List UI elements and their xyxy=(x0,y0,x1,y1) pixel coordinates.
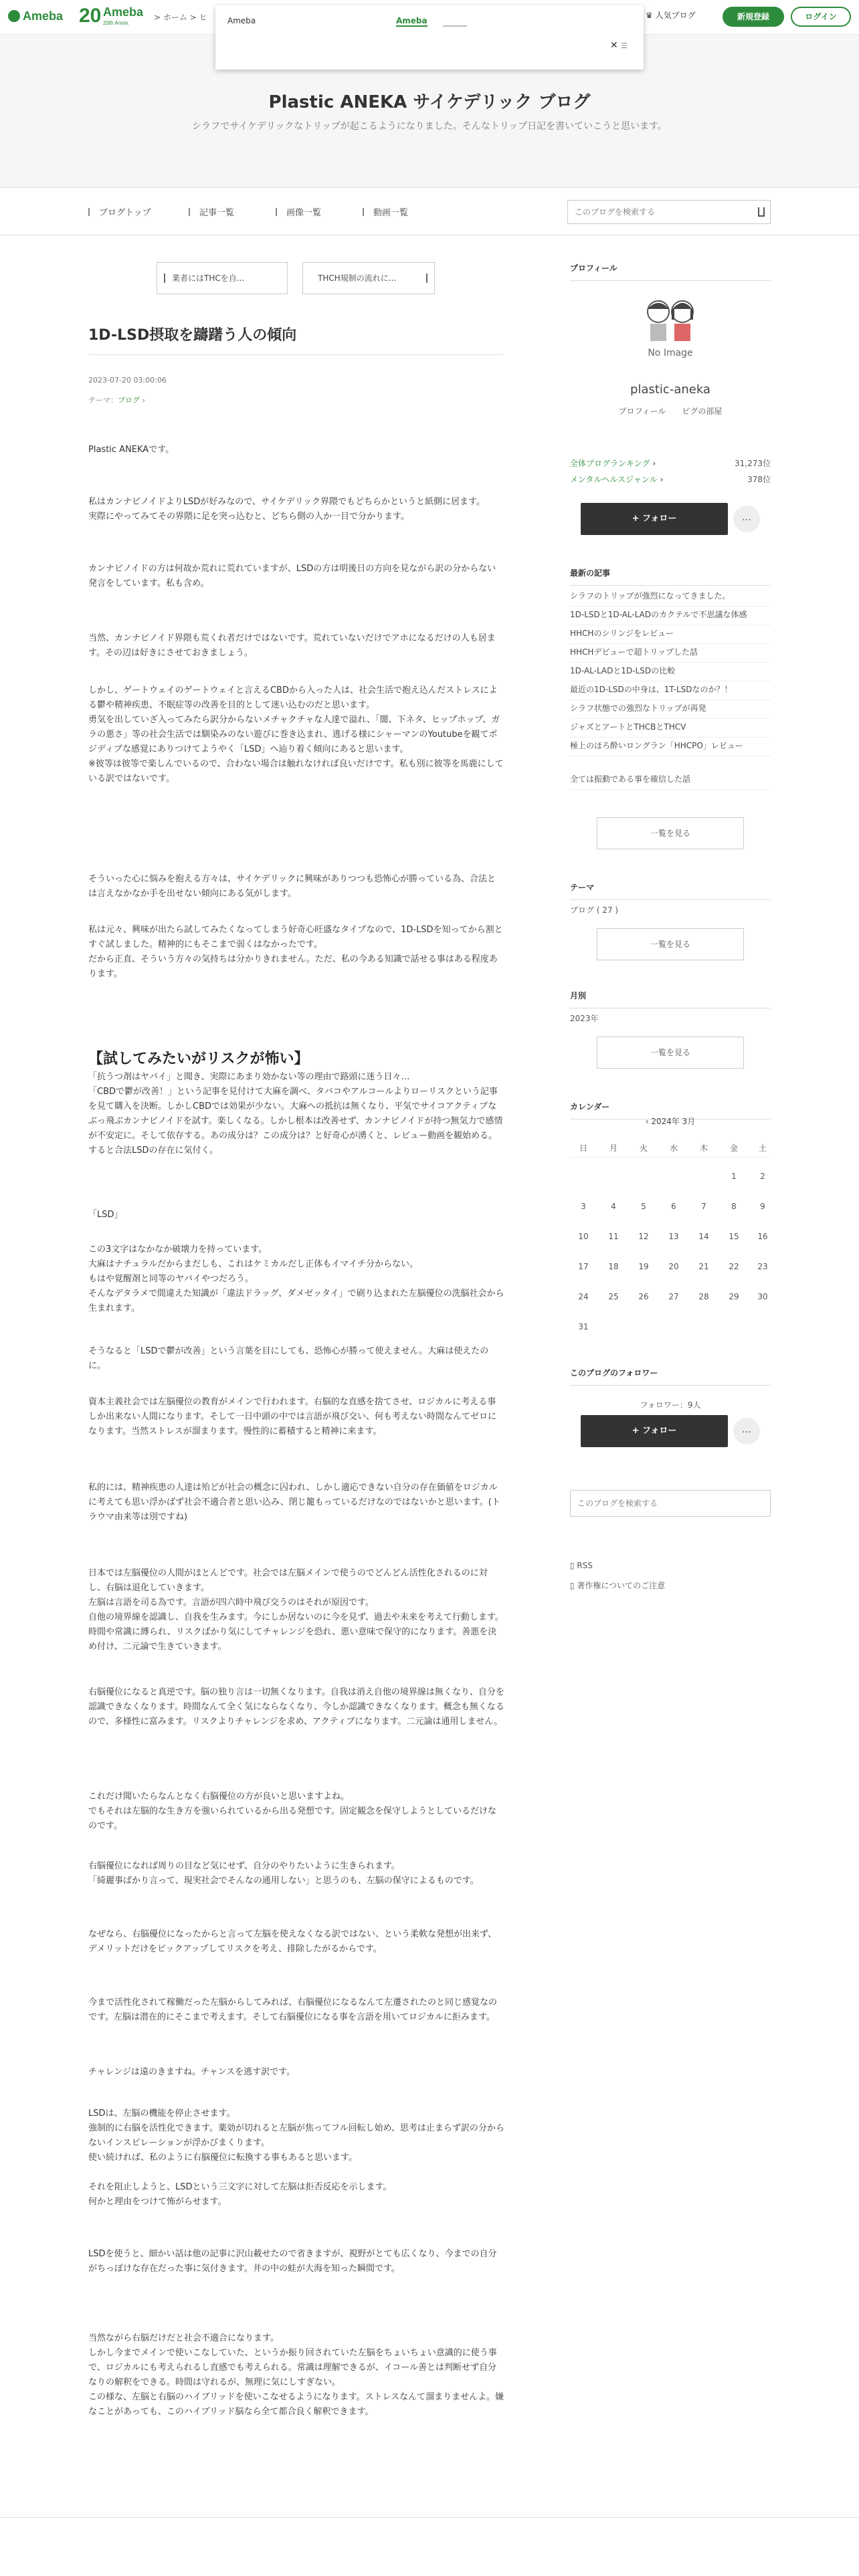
calendar-day[interactable]: 11 xyxy=(608,1232,619,1241)
article-paragraph: LSDを使うと、細かい話は他の記事に沢山載せたので省きますが、視野がとても広くなり、今までの自分がちっぽけな存在だった事に気付きます。井の中の蛙が大海を知った瞬間です。 xyxy=(88,2249,497,2274)
article-paragraph: 日本では左脳優位の人間がほとんどです。社会では左脳メインで使うのでどんどん活性化されるのに対し、右脳は退化していきます。 左脳は言語を司る為です。言語が四六時中飛び交うのはそれが原因です。 自他の境界線を認識し、自我を生みます。今にしか居ないのに今を見ず、過去や未来を考えて行動します。時間や常識に縛られ、リスクばかり気にしてチャレンジを恐れ、悪い意味で保守的になります。善悪を決め付け、二元論で生きていきます。 xyxy=(88,1568,504,1652)
home-icon xyxy=(88,208,95,216)
list-icon xyxy=(189,208,195,216)
article-paragraph: 資本主義社会では左脳優位の教育がメインで行われます。右脳的な直感を捨てさせ、ロジカルに考える事しか出来ない人間になります。そして一日中頭の中では言語が飛び交い、何も考えない時間なんてゼロになります。当然ストレスが溜まります。慢性的に蓄積すると精神に来ます。 xyxy=(88,1397,496,1436)
recent-article[interactable]: 極上のほろ酔いロングラン「HHCPO」レビュー xyxy=(570,740,771,756)
ameba-20th-logo[interactable]: 20 Ameba 20th Anniv. xyxy=(79,5,144,27)
recent-article[interactable]: 最近の1D-LSDの中身は、1T-LSDなのか？！ xyxy=(570,683,771,700)
popup-underline xyxy=(443,25,467,27)
prev-article-button[interactable]: 業者にはTHCを自... xyxy=(157,262,288,294)
article-paragraph: これだけ聞いたらなんとなく右脳優位の方が良いと思いますよね。 でもそれは左脳的な生き方を強いられているから出る発想です。固定観念を保守しようとしているだけなのです。 xyxy=(88,1792,496,1831)
popup-link[interactable]: Ameba xyxy=(396,16,427,25)
theme-item[interactable]: ブログ ( 27 ) xyxy=(570,905,619,915)
calendar-day[interactable]: 30 xyxy=(757,1292,768,1301)
article-paragraph: 当然ながら右脳だけだと社会不適合になります。 しかし今までメインで使いこなしていた、というか振り回されていた左脳をちょいちょい意識的に使う事で、ロジカルにも考えられるし直感でも考えられる。常識は理解できるが、イコール善とは判断せず自分なりの解釈をできる。時間は守れるが、無理に気にしすぎない。 この様な、左脳と右脳のハイブリッドを使いこなせるようになります。ストレスなんて溜まりませんよ。嫌なことがあっても、このハイブリッド脳なら全て都合良く解釈できます。 xyxy=(88,2333,504,2417)
no-image-avatar-icon xyxy=(636,289,705,364)
article-paragraph: それを阻止しようと、LSDという三文字に対して左脳は拒否反応を示します。 何かと理由をつけて怖がらせます。 xyxy=(88,2182,392,2207)
sidebar-profile-heading: プロフィール xyxy=(570,262,771,281)
article-paragraph: なぜなら、右脳優位になったからと言って左脳を使えなくなる訳ではない、という柔軟な発想が出来ず、デメリットだけをピックアップしてリスクを考え、排除したがるからです。 xyxy=(88,1929,496,1954)
next-article-button[interactable]: THCH規制の流れに... xyxy=(302,262,435,294)
calendar-day[interactable]: 21 xyxy=(698,1262,709,1271)
month-item[interactable]: 2023年 xyxy=(570,1014,599,1023)
calendar-day[interactable]: 17 xyxy=(578,1262,589,1271)
close-icon[interactable]: ✕ xyxy=(610,40,618,51)
article-date: 2023-07-20 03:00:06 xyxy=(88,376,167,385)
calendar-day[interactable]: 19 xyxy=(638,1262,649,1271)
recent-article[interactable]: 1D-AL-LADと1D-LSDの比較 xyxy=(570,665,771,681)
popular-blogs-link[interactable]: ♛ 人気ブログ xyxy=(646,11,696,20)
article-paragraph: 右脳優位になると真逆です。脳の独り言は一切無くなります。自我は消え自他の境界線は無くなり、自分を認識できなくなります。時間なんて全く気にならなくなり、今しか認識できなくなります。概念も無くなるので、多様性に富みます。リスクよりチャレンジを求め、アクティブになります。二元論は通用しません。 xyxy=(88,1687,504,1727)
pigg-room-link[interactable]: ピグの部屋 xyxy=(682,407,723,416)
sidebar-search xyxy=(570,1490,771,1517)
nav-image-list[interactable]: 画像一覧 xyxy=(276,205,321,218)
video-icon xyxy=(363,208,369,216)
recent-article[interactable]: 1D-LSDと1D-AL-LADのカクテルで不思議な体感 xyxy=(570,609,771,625)
sidebar-theme-heading: テーマ xyxy=(570,881,771,900)
article-paragraph: 当然、カンナビノイド界隈も荒くれ者だけではないです。荒れていないだけでアホになるだけの人も居ます。その辺は好きにさせておきましょう。 xyxy=(88,633,496,658)
rss-icon: ▯ xyxy=(570,1561,577,1570)
article-paragraph: Plastic ANEKAです。 xyxy=(88,445,175,455)
crown-icon: ♛ xyxy=(646,11,656,20)
recent-article[interactable]: HHCHデビューで超トリップした話 xyxy=(570,646,771,663)
footer-divider xyxy=(0,2517,859,2518)
theme-link[interactable]: ブログ xyxy=(118,396,140,405)
profile-link[interactable]: プロフィール xyxy=(618,407,666,416)
article-theme: テーマ：ブログ › xyxy=(88,396,145,405)
no-image-label: No Image xyxy=(648,348,693,358)
section-heading: 【試してみたいがリスクが怖い】 xyxy=(88,1051,309,1067)
sidebar-month-heading: 月別 xyxy=(570,990,771,1008)
calendar-day[interactable]: 3 xyxy=(581,1202,586,1211)
calendar-day[interactable]: 24 xyxy=(578,1292,589,1301)
recent-article[interactable]: 全ては振動である事を確信した話 xyxy=(570,773,771,790)
blog-description: シラフでサイケデリックなトリップが起こるようになりました。そんなトリップ日記を書いていこうと思います。 xyxy=(191,121,668,132)
calendar-day[interactable]: 14 xyxy=(698,1232,709,1241)
login-button[interactable]: ログイン xyxy=(791,7,851,27)
article-paragraph: 「LSD」 xyxy=(88,1210,123,1220)
menu-icon[interactable]: ☰ xyxy=(621,41,628,50)
sidebar-search-input[interactable] xyxy=(571,1491,745,1516)
calendar-day[interactable]: 22 xyxy=(729,1262,739,1271)
calendar-day[interactable]: 13 xyxy=(668,1232,679,1241)
article-paragraph: この3文字はなかなか破壊力を持っています。 大麻はナチュラルだからまだしも、これはケミカルだし正体もイマイチ分からない。 もはや覚醒剤と同等のヤバイやつだろう。 そんなデタラメで間違えた知識が「違法ドラッグ、ダメゼッタイ」で刷り込まれた左脳優位の洗脳社会から生まれます。 xyxy=(88,1245,504,1313)
calendar-weekday: 木 xyxy=(699,1144,708,1153)
follower-count[interactable]: フォロワー：9人 xyxy=(640,1400,701,1410)
calendar-day[interactable]: 1 xyxy=(731,1172,737,1181)
calendar-day[interactable]: 8 xyxy=(731,1202,737,1211)
article-paragraph: 今まで活性化されて稼働だった左脳からしてみれば、右脳優位になるなんて左遷されたのと同じ感覚なのです。左脳は潜在的にそこまで考えます。そして右脳優位になる事を言語を用いてロジカルに拒みます。 xyxy=(88,1998,498,2022)
article-paragraph: しかし、ゲートウェイのゲートウェイと言えるCBDから入った人は、社会生活で抱え込んだストレスによる鬱や精神疾患、不眠症等の改善を目的として迷い込むのだと思います。 勇気を出していざ入ってみたら訳分からないメチャクチャな人達で溢れ、「闇、下ネタ、ヒップホップ、ガラの悪さ」等の社会生活では馴染みのない遊びに巻き込まれ、逃げる様にシャーマンのYoutubeを観てポジディブな感覚にありつけてようやく「LSD」へ辿り着く傾向にあると思います。 ※彼等は彼等で楽しんでいるので、合わない場合は触れなければ良いだけです。私も別に彼等を馬鹿にしている訳ではないです。 xyxy=(88,685,504,784)
follow-button-2[interactable]: + フォロー xyxy=(581,1415,728,1447)
calendar-weekday: 金 xyxy=(729,1144,738,1153)
article-paragraph: 私は元々、興味が出たら試してみたくなってしまう好奇心旺盛なタイプなので、1D-LSDを知ってから割とすぐ試しました。精神的にもそこまで弱くはなかったです。 だから正直、そういう方々の気持ちは分かりきれません。ただ、私の今ある知識で話せる事はある程度あります。 xyxy=(88,925,503,979)
title-divider xyxy=(88,354,503,355)
calendar-day[interactable]: 20 xyxy=(668,1262,679,1271)
sidebar-followers-heading: このブログのフォロワー xyxy=(570,1367,771,1386)
signup-button[interactable]: 新規登録 xyxy=(723,7,784,27)
see-all-months-button[interactable]: 一覧を見る xyxy=(597,1037,744,1069)
calendar-weekday: 日 xyxy=(579,1144,587,1153)
article-paragraph: そうなると「LSDで鬱が改善」という言葉を目にしても、恐怖心が勝って使えません。大麻は使えたのに。 xyxy=(88,1346,489,1371)
calendar-day[interactable]: 7 xyxy=(701,1202,706,1211)
see-all-recent-button[interactable]: 一覧を見る xyxy=(597,817,744,849)
nav-blog-top[interactable]: ブログトップ xyxy=(88,205,151,218)
calendar-divider xyxy=(570,1157,771,1158)
calendar-weekday: 月 xyxy=(609,1144,617,1153)
calendar-day[interactable]: 5 xyxy=(641,1202,646,1211)
rss-link[interactable]: ▯ RSS xyxy=(570,1561,593,1570)
follow-button[interactable]: + フォロー xyxy=(581,503,728,535)
article-paragraph: チャレンジは遠のきますね。チャンスを逃す訳です。 xyxy=(88,2067,296,2077)
calendar-day[interactable]: 4 xyxy=(611,1202,616,1211)
nav-article-list[interactable]: 記事一覧 xyxy=(189,205,234,218)
calendar-day[interactable]: 16 xyxy=(757,1232,768,1241)
sidebar-calendar-heading: カレンダー xyxy=(570,1101,771,1119)
calendar-day[interactable]: 15 xyxy=(729,1232,739,1241)
recent-article[interactable]: ジャズとアートとTHCBとTHCV xyxy=(570,721,771,738)
article-paragraph: 私はカンナビノイドよりLSDが好みなので、サイケデリック界隈でもどちらかというと紙側に居ます。 実際にやってみてその界隈に足を突っ込むと、どちら側の人か一目で分かります。 xyxy=(88,497,485,522)
article-paragraph: 右脳優位になれば周りの目など気にせず、自分のやりたいように生きられます。 「綺麗事ばかり言って、現実社会でそんなの通用しない」と思うのも、左脳の保守によるものです。 xyxy=(88,1861,479,1886)
ameba-logo-icon xyxy=(8,10,20,22)
sidebar-recent-heading: 最新の記事 xyxy=(570,567,771,586)
genre-ranking[interactable]: メンタルヘルスジャンル › 378位 xyxy=(570,475,771,484)
search-input[interactable] xyxy=(568,201,735,223)
calendar-day[interactable]: 2 xyxy=(760,1172,765,1181)
article-paragraph: LSDは、左脳の機能を停止させます。 強制的に右脳を活性化できます。薬効が切れると左脳が焦ってフル回転し始め、思考は止まらず訳の分からないインスピレーションが浮かびまくります。 使い続ければ、私のように右脳優位に転換する事もあると思います。 xyxy=(88,2109,504,2163)
calendar-weekday: 土 xyxy=(758,1144,767,1153)
calendar-day[interactable]: 9 xyxy=(760,1202,765,1211)
blog-title[interactable]: Plastic ANEKA サイケデリック ブログ xyxy=(268,92,591,112)
copyright-link[interactable]: ▯ 著作権についてのご注意 xyxy=(570,1581,666,1590)
overlay-popup xyxy=(215,5,644,70)
search-icon[interactable] xyxy=(758,207,765,217)
overall-ranking[interactable]: 全体ブログランキング › 31,273位 xyxy=(570,459,771,468)
calendar-day[interactable]: 6 xyxy=(671,1202,676,1211)
chevron-left-icon[interactable]: ‹ xyxy=(645,1117,652,1126)
recent-article[interactable]: シラフ状態での強烈なトリップが再発 xyxy=(570,702,771,719)
article-paragraph: 「抗うつ剤はヤバイ」と聞き、実際にあまり効かない等の理由で路頭に迷う日々… 「CBDで鬱が改善！」という記事を見付けて大麻を調べ、タバコやアルコールよりローリスクという記事を見て購入を決断。しかしCBDでは効果が少ない。大麻への抵抗は無くなり、平気でサイコアクティブなぶっ飛ぶカンナビノイドを試す。楽しくなる。しかし根本は改善せず、カンナビノイドが持つ無気力で感情が不安定に。そして依存する。あの成分は？この成分は？と好奇心が湧くと、レビュー動画を観始める。すると合法LSDの存在に気付く。 xyxy=(88,1072,503,1156)
image-icon xyxy=(276,208,282,216)
calendar-day[interactable]: 23 xyxy=(757,1262,768,1271)
ameba-logo[interactable]: Ameba xyxy=(8,9,63,23)
chevron-left-icon xyxy=(164,274,165,283)
blog-nav xyxy=(0,187,859,235)
article-title[interactable]: 1D-LSD摂取を躊躇う人の傾向 xyxy=(88,327,297,344)
calendar-day[interactable]: 28 xyxy=(698,1292,709,1301)
calendar-day[interactable]: 29 xyxy=(729,1292,739,1301)
see-all-themes-button[interactable]: 一覧を見る xyxy=(597,928,744,960)
article-paragraph: カンナビノイドの方は何故か荒れに荒れていますが、LSDの方は明後日の方向を見ながら訳の分からない発言をしています。私も含め。 xyxy=(88,564,496,588)
chevron-right-icon xyxy=(426,274,427,283)
article-paragraph: 私的には、精神疾患の人達は殆どが社会の概念に囚われ、しかし適応できない自分の存在価値をロジカルに考えても思い浮かばず社会不適合者と思い込み、閉じ籠もっているだけなのではないかと思います。(トラウマ由来等は別ですね) xyxy=(88,1483,500,1522)
calendar-weekday: 火 xyxy=(639,1144,648,1153)
calendar-day[interactable]: 10 xyxy=(578,1232,589,1241)
blog-search xyxy=(567,200,771,224)
profile-links xyxy=(570,405,771,417)
recent-article[interactable]: シラフのトリップが強烈になってきました。 xyxy=(570,590,771,607)
calendar-day[interactable]: 31 xyxy=(578,1322,589,1331)
nav-video-list[interactable]: 動画一覧 xyxy=(363,205,408,218)
calendar-day[interactable]: 26 xyxy=(638,1292,649,1301)
calendar-day[interactable]: 27 xyxy=(668,1292,679,1301)
calendar-weekday: 水 xyxy=(669,1144,678,1153)
calendar-day[interactable]: 18 xyxy=(608,1262,619,1271)
article-paragraph: そういった心に悩みを抱える方々は、サイケデリックに興味がありつつも恐怖心が勝っている為、合法とは言えなかなか手を出せない傾向にある気がします。 xyxy=(88,874,496,899)
avatar[interactable] xyxy=(636,289,705,364)
profile-name[interactable]: plastic-aneka xyxy=(630,383,710,397)
more-options-button-2[interactable]: … xyxy=(733,1418,760,1444)
calendar-day[interactable]: 25 xyxy=(608,1292,619,1301)
breadcrumb[interactable]: > ホーム > ヒ xyxy=(154,13,207,22)
more-options-button[interactable]: … xyxy=(733,506,760,532)
document-icon: ▯ xyxy=(570,1581,577,1590)
popup-title: Ameba xyxy=(227,16,256,25)
calendar-day[interactable]: 12 xyxy=(638,1232,649,1241)
calendar-month: ‹ 2024年 3月 xyxy=(645,1117,696,1126)
recent-article[interactable]: HHCHのシリンジをレビュー xyxy=(570,627,771,644)
